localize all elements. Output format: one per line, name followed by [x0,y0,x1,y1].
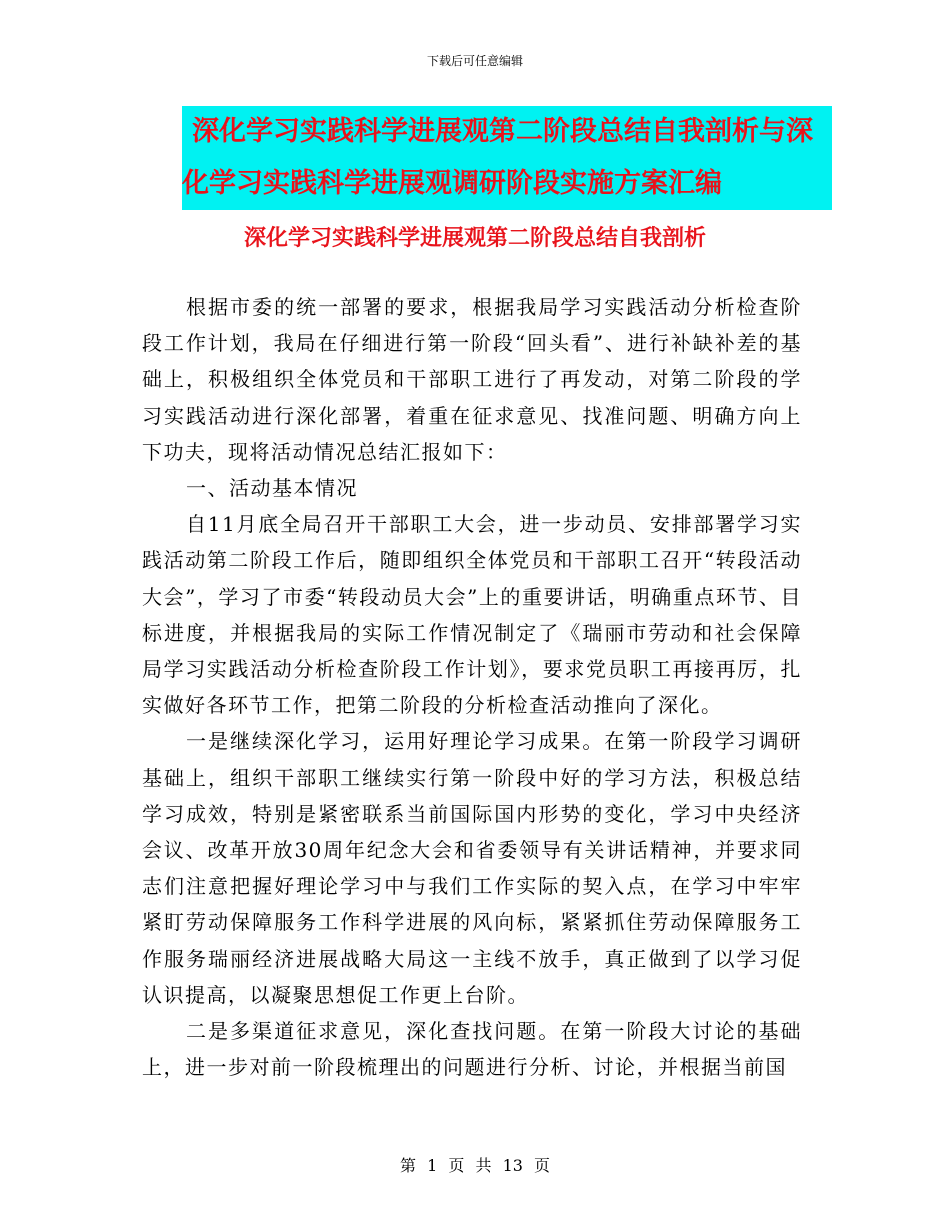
total-label: 共 [475,1156,492,1175]
page-footer [0,1156,950,1176]
page-label: 第 [399,1156,416,1175]
document-title-line-2: 化学习实践科学进展观调研阶段实施方案汇编 [182,158,832,210]
paragraph-heading-basic-situation: 一、活动基本情况 [186,476,358,501]
paragraph-point-one: 一是继续深化学习，运用好理论学习成果。在第一阶段学习调研基础上，组织干部职工继续实行第一阶段中好的学习方法，积极总结学习成效，特别是紧密联系当前国际国内形势的变化，学习中央经济会议、改革开放30周年纪念大会和省委领导有关讲话精神，并要求同志们注意把握好理论学习中与我们工作实际的契入点，在学习中牢牢紧盯劳动保障服务工作科学进展的风向标，紧紧抓住劳动保障服务工作服务瑞丽经济进展战略大局这一主线不放手，真正做到了以学习促认识提高，以凝聚思想促工作更上台阶。 [142,729,802,1007]
section-title: 深化学习实践科学进展观第二阶段总结自我剖析 [243,226,706,251]
total-pages: 13 [502,1156,523,1175]
document-title-line-1: 深化学习实践科学进展观第二阶段总结自我剖析与深 [182,106,832,158]
header-note: 下载后可任意编辑 [426,54,523,68]
page-unit: 页 [448,1156,465,1175]
document-title [182,106,832,210]
paragraph-activity-overview: 自11月底全局召开干部职工大会，进一步动员、安排部署学习实践活动第二阶段工作后，随即组织全体党员和干部职工召开“转段活动大会”，学习了市委“转段动员大会”上的重要讲话，明确重点环节、目标进度，并根据我局的实际工作情况制定了《瑞丽市劳动和社会保障局学习实践活动分析检查阶段工作计划》，要求党员职工再接再厉，扎实做好各环节工作，把第二阶段的分析检查活动推向了深化。 [142,512,802,718]
page-number: 1 [427,1156,438,1175]
paragraph-point-two: 二是多渠道征求意见，深化查找问题。在第一阶段大讨论的基础上，进一步对前一阶段梳理出的问题进行分析、讨论，并根据当前国 [142,1019,802,1080]
document-body [142,289,802,1085]
total-unit: 页 [534,1156,551,1175]
paragraph-intro: 根据市委的统一部署的要求，根据我局学习实践活动分析检查阶段工作计划，我局在仔细进行第一阶段“回头看”、进行补缺补差的基础上，积极组织全体党员和干部职工进行了再发动，对第二阶段的学习实践活动进行深化部署，着重在征求意见、找准问题、明确方向上下功夫，现将活动情况总结汇报如下： [142,295,802,464]
